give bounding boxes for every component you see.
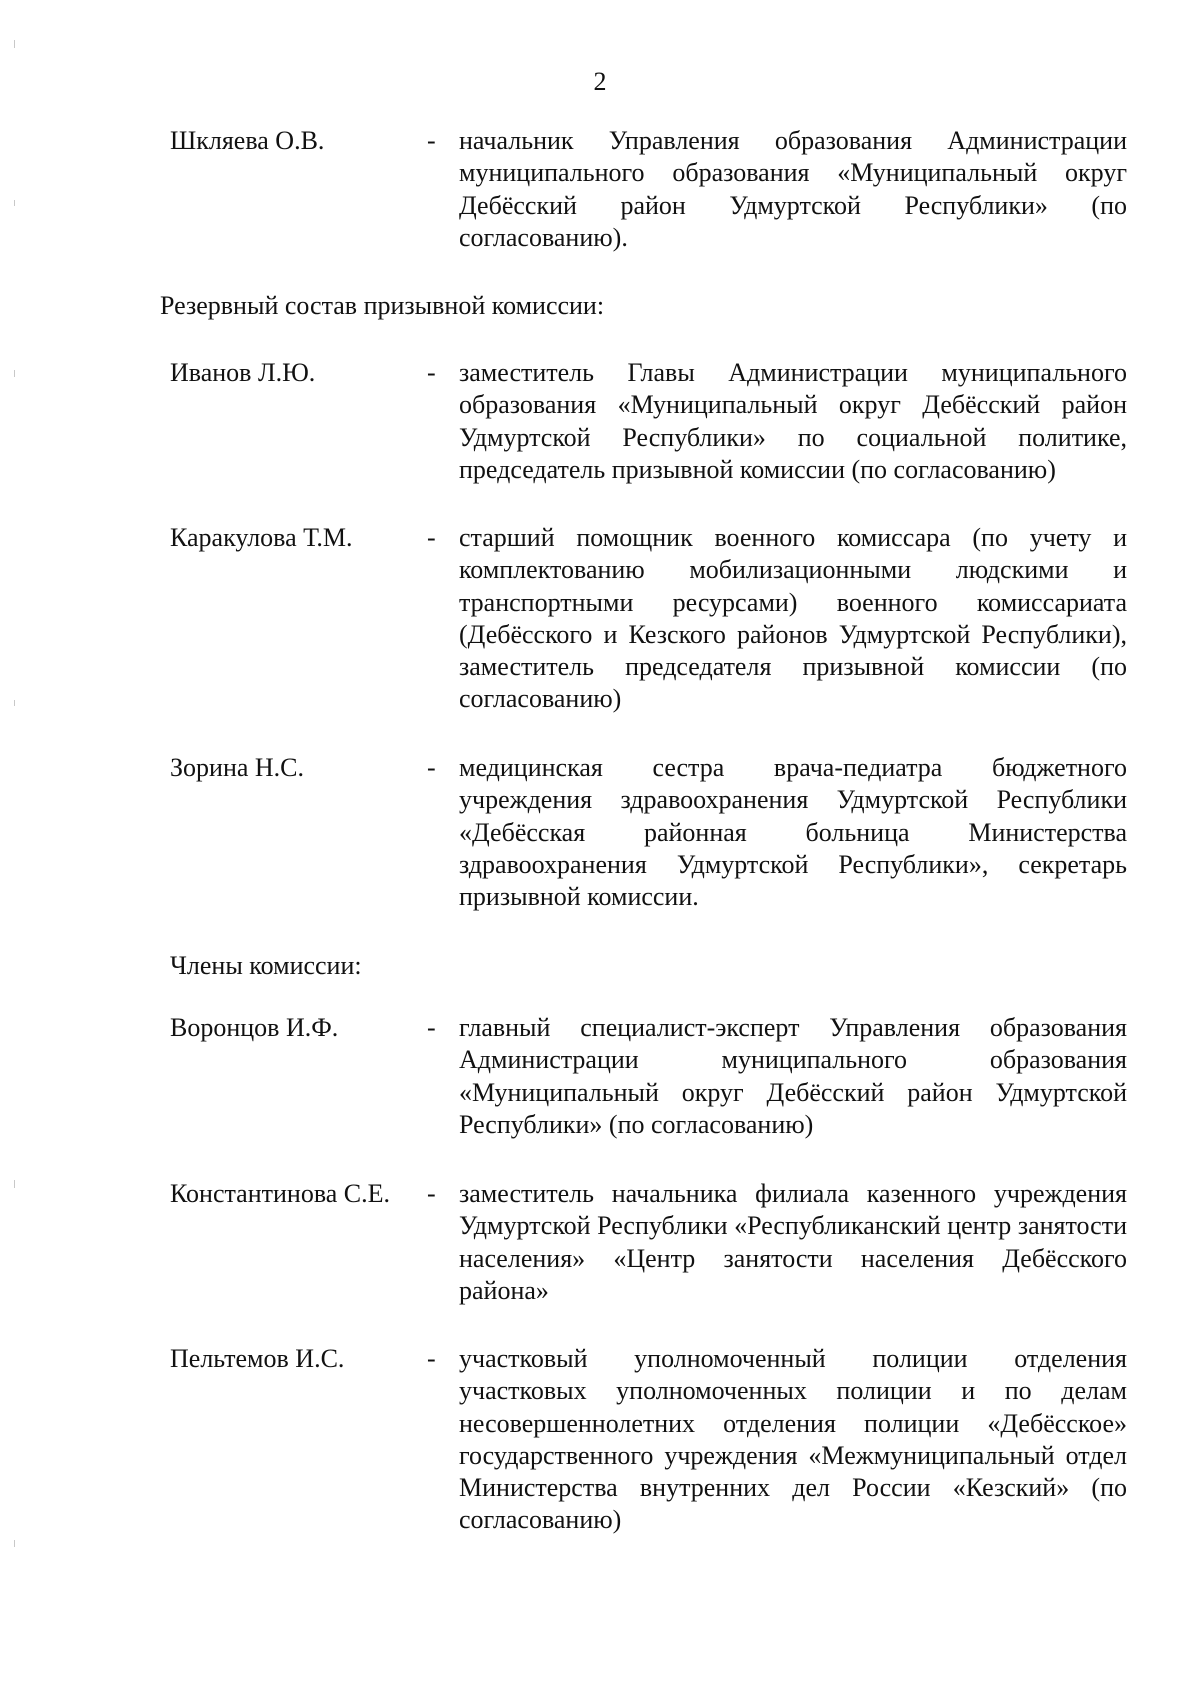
scan-margin-mark — [14, 700, 15, 706]
entry-dash: - — [427, 753, 436, 782]
scan-margin-mark — [14, 370, 15, 377]
entry-dash: - — [427, 126, 436, 155]
entry-dash: - — [427, 1179, 436, 1208]
scan-margin-mark — [14, 1180, 15, 1188]
member-position: начальник Управления образования Администрации муниципального образования «Муниципальный округ Дебёсский район Удмуртской Республики» (по согласованию). — [459, 126, 1127, 252]
member-name: Каракулова Т.М. — [170, 523, 353, 552]
scan-margin-mark — [14, 40, 15, 48]
page-number: 2 — [593, 67, 607, 96]
entry-dash: - — [427, 1013, 436, 1042]
member-name: Воронцов И.Ф. — [170, 1013, 339, 1042]
member-name: Зорина Н.С. — [170, 753, 305, 782]
scan-margin-mark — [14, 1540, 15, 1547]
member-name: Шкляева О.В. — [170, 126, 325, 155]
scan-margin-mark — [14, 200, 15, 206]
member-name: Пельтемов И.С. — [170, 1344, 345, 1373]
member-position: старший помощник военного комиссара (по учету и комплектованию мобилизационными людскими и транспортными ресурсами) военного комиссариата (Дебёсского и Кезского районов Удмуртской Республики), заместитель председателя призывной комиссии (по согласованию) — [459, 523, 1127, 714]
member-position: заместитель Главы Администрации муниципального образования «Муниципальный округ Дебёсский район Удмуртской Республики» по социальной политике, председатель призывной комиссии (по согласованию) — [459, 358, 1127, 484]
member-position: участковый уполномоченный полиции отделения участковых уполномоченных полиции и по делам несовершеннолетних отделения полиции «Дебёсское» государственного учреждения «Межмуниципальный отдел Министерства внутренних дел России «Кезский» (по согласованию) — [459, 1344, 1127, 1535]
member-position: медицинская сестра врача-педиатра бюджетного учреждения здравоохранения Удмуртской Республики «Дебёсская районная больница Министерства здравоохранения Удмуртской Республики», секретарь призывной комиссии. — [459, 753, 1127, 912]
member-position: главный специалист-эксперт Управления образования Администрации муниципального образования «Муниципальный округ Дебёсский район Удмуртской Республики» (по согласованию) — [459, 1013, 1127, 1139]
entry-dash: - — [427, 1344, 436, 1373]
member-name: Иванов Л.Ю. — [170, 358, 316, 387]
member-name: Константинова С.Е. — [170, 1179, 391, 1208]
members-heading: Члены комиссии: — [170, 951, 362, 980]
entry-dash: - — [427, 358, 436, 387]
entry-dash: - — [427, 523, 436, 552]
reserve-heading: Резервный состав призывной комиссии: — [160, 291, 605, 320]
member-position: заместитель начальника филиала казенного учреждения Удмуртской Республики «Республиканский центр занятости населения» «Центр занятости населения Дебёсского района» — [459, 1179, 1127, 1305]
